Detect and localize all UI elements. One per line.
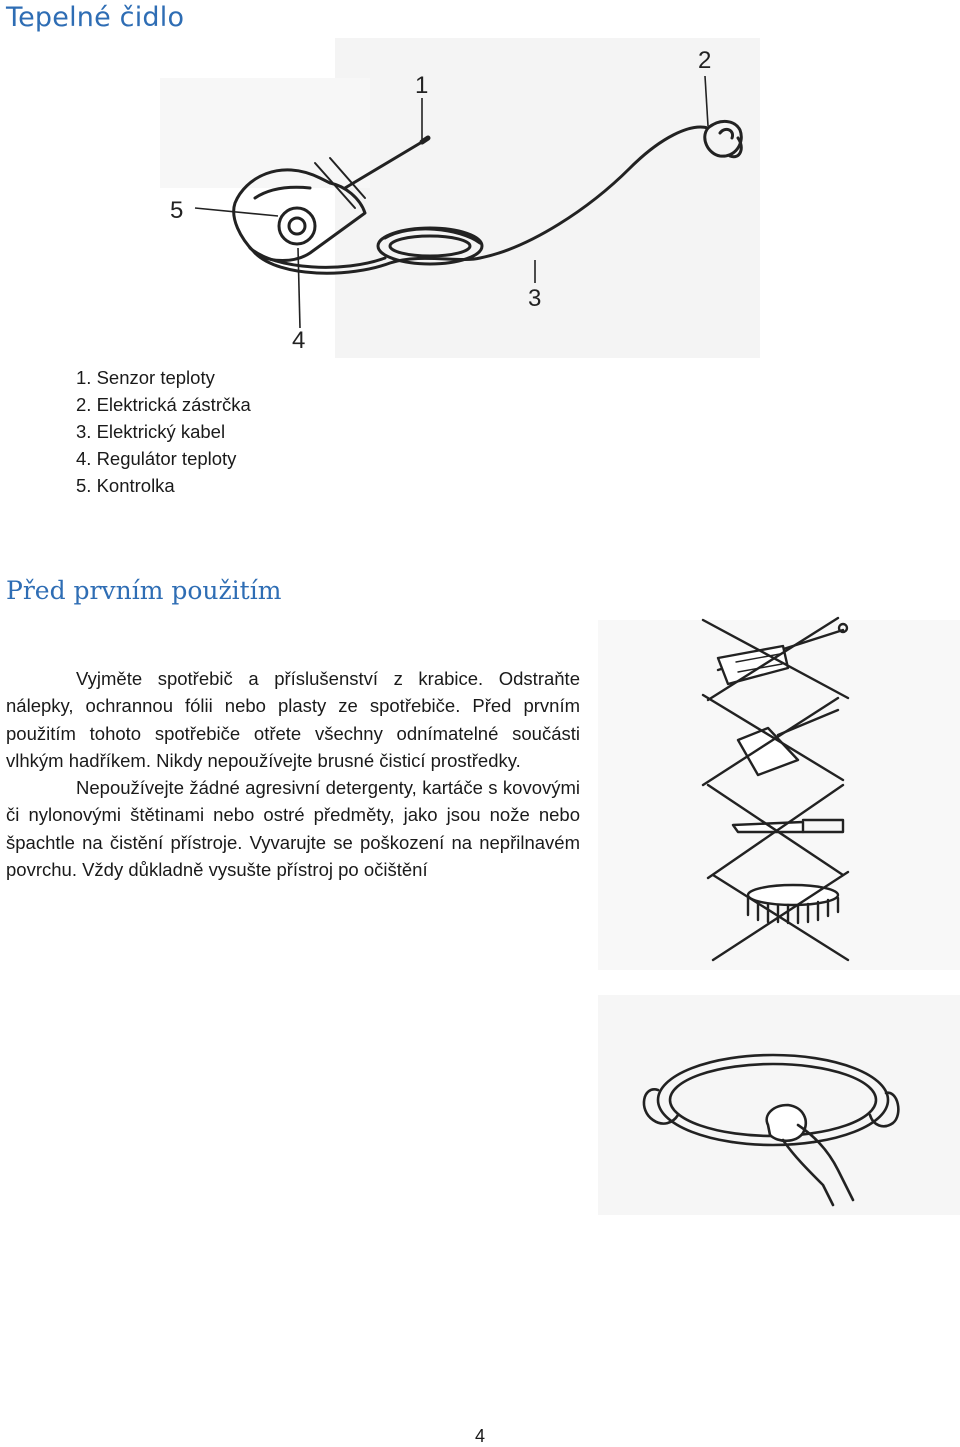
cleaning-cloth: [767, 1105, 806, 1141]
callout-4: 4: [292, 327, 306, 354]
callout-3: 3: [528, 285, 542, 312]
page-title: Tepelné čidlo: [6, 2, 185, 33]
temperature-probe-illustration: [160, 38, 760, 358]
forbidden-tools-illustration: [598, 610, 960, 970]
section-heading: Před prvním použitím: [6, 576, 282, 605]
list-item: 4. Regulátor teploty: [76, 448, 237, 469]
page-number: 4: [474, 1426, 485, 1446]
leader-4: [298, 248, 300, 328]
leader-5: [195, 208, 278, 216]
parts-list: [76, 364, 251, 499]
callout-2: 2: [698, 47, 712, 74]
list-item: 1. Senzor teploty: [76, 367, 215, 388]
instructions-text: [6, 665, 580, 883]
paragraph: Nepoužívejte žádné agresivní detergenty, kartáče s kovovými či nylonovými štětinami nebo ostré předměty, jako jsou nože nebo špachtle na čistění přístroje. Vyvarujte se poškození na nepřilnavém povrchu. Vždy důkladně vysušte přístroj po očištění: [6, 777, 580, 881]
list-item: 3. Elektrický kabel: [76, 421, 226, 442]
callout-5: 5: [170, 197, 184, 224]
cleaning-pan-illustration: [598, 985, 960, 1215]
scan-background-left: [160, 78, 370, 188]
paragraph: Vyjměte spotřebič a příslušenství z krabice. Odstraňte nálepky, ochrannou fólii nebo plasty ze spotřebiče. Před prvním použitím tohoto spotřebiče otřete všechny odnímatelné součásti vlhkým hadříkem. Nikdy nepoužívejte brusné čisticí prostředky.: [6, 668, 580, 771]
scan-background: [335, 38, 760, 358]
list-item: 5. Kontrolka: [76, 475, 175, 496]
temperature-knob: [279, 208, 315, 244]
callout-1: 1: [415, 72, 429, 99]
list-item: 2. Elektrická zástrčka: [76, 394, 251, 415]
